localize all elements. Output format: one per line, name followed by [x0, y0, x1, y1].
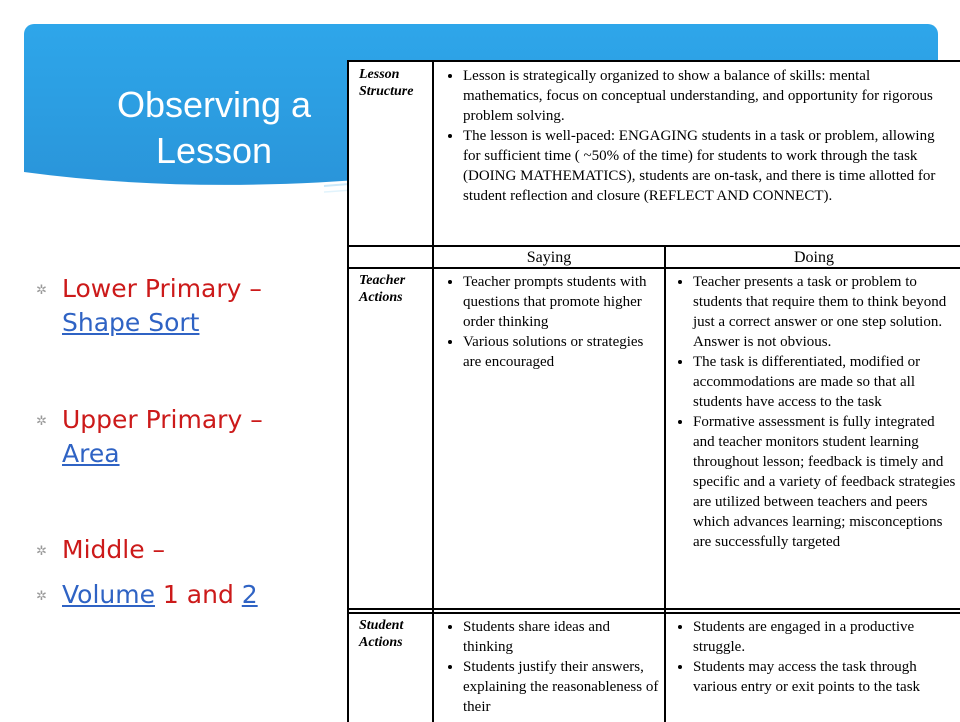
slide-title-line2: Lesson	[155, 130, 273, 171]
slide-title-line1: Observing a	[116, 84, 312, 125]
list-item-upper-primary	[62, 403, 302, 471]
link-area[interactable]: Area	[62, 439, 120, 468]
list-item: • Lesson is strategically organized to show a balance of skills: mental mathematics, focus on conceptual understanding, and opportunity for rigorous problem solving.	[463, 66, 951, 126]
student-saying-content	[441, 617, 659, 717]
slide-title	[84, 82, 344, 174]
list-item: • Students justify their answers, explaining the reasonableness of their	[463, 657, 659, 717]
list-item: • Formative assessment is fully integrated and teacher monitors student learning throughout lesson; feedback is timely and specific and a variety of feedback strategies are utilized between teachers and peers which advances learning; misconceptions are successfully targeted	[693, 412, 956, 552]
table-divider	[664, 245, 666, 722]
table-divider	[349, 612, 960, 614]
list-item-volume	[62, 578, 302, 612]
row-label-line: Structure	[359, 84, 414, 99]
link-shape-sort[interactable]: Shape Sort	[62, 308, 200, 337]
list-item: • Various solutions or strategies are encouraged	[463, 332, 659, 372]
student-doing-content	[671, 617, 956, 697]
row-label-student-actions	[359, 617, 431, 651]
row-label-lesson-structure	[359, 66, 431, 100]
column-header-doing: Doing	[794, 249, 834, 266]
list-item: • Teacher presents a task or problem to students that require them to think beyond just a correct answer or one step solution. Answer is not obvious.	[693, 272, 956, 352]
list-item-label: Lower Primary –	[62, 274, 262, 303]
table-divider	[349, 245, 960, 247]
list-item-lower-primary	[62, 272, 302, 340]
row-label-line: Student	[359, 618, 404, 633]
bullet-icon: ✲	[36, 543, 47, 558]
column-header-saying: Saying	[526, 249, 572, 266]
list-item: • Students are engaged in a productive struggle.	[693, 617, 956, 657]
row-label-teacher-actions	[359, 272, 431, 306]
teacher-saying-content	[441, 272, 659, 372]
row-label-line: Teacher	[359, 273, 406, 288]
lesson-structure-content	[441, 66, 951, 206]
row-label-line: Lesson	[359, 67, 400, 82]
list-item: • Students share ideas and thinking	[463, 617, 659, 657]
list-item-label: Upper Primary –	[62, 405, 263, 434]
observation-rubric-table	[347, 60, 960, 722]
table-divider	[432, 62, 434, 722]
list-item-label: Middle –	[62, 535, 166, 564]
list-item: • The lesson is well-paced: ENGAGING students in a task or problem, allowing for sufficient time ( ~50% of the time) for students to work through the task (DOING MATHEMATICS), students are on-task, and there is time allotted for student reflection and closure (REFLECT AND CONNECT).	[463, 126, 951, 206]
list-item: • The task is differentiated, modified or accommodations are made so that all students have access to the task	[693, 352, 956, 412]
bullet-icon: ✲	[36, 413, 47, 428]
row-label-line: Actions	[359, 635, 403, 650]
list-item: • Students may access the task through various entry or exit points to the task	[693, 657, 956, 697]
volume-connector-text: 1 and	[154, 580, 242, 609]
bullet-icon: ✲	[36, 282, 47, 297]
teacher-doing-content	[671, 272, 956, 552]
table-divider	[349, 608, 960, 610]
row-label-line: Actions	[359, 290, 403, 305]
list-item: • Teacher prompts students with questions that promote higher order thinking	[463, 272, 659, 332]
link-volume-2[interactable]: 2	[241, 580, 258, 609]
bullet-icon: ✲	[36, 588, 47, 603]
list-item-middle	[62, 533, 302, 567]
link-volume-1[interactable]: Volume	[62, 580, 155, 609]
